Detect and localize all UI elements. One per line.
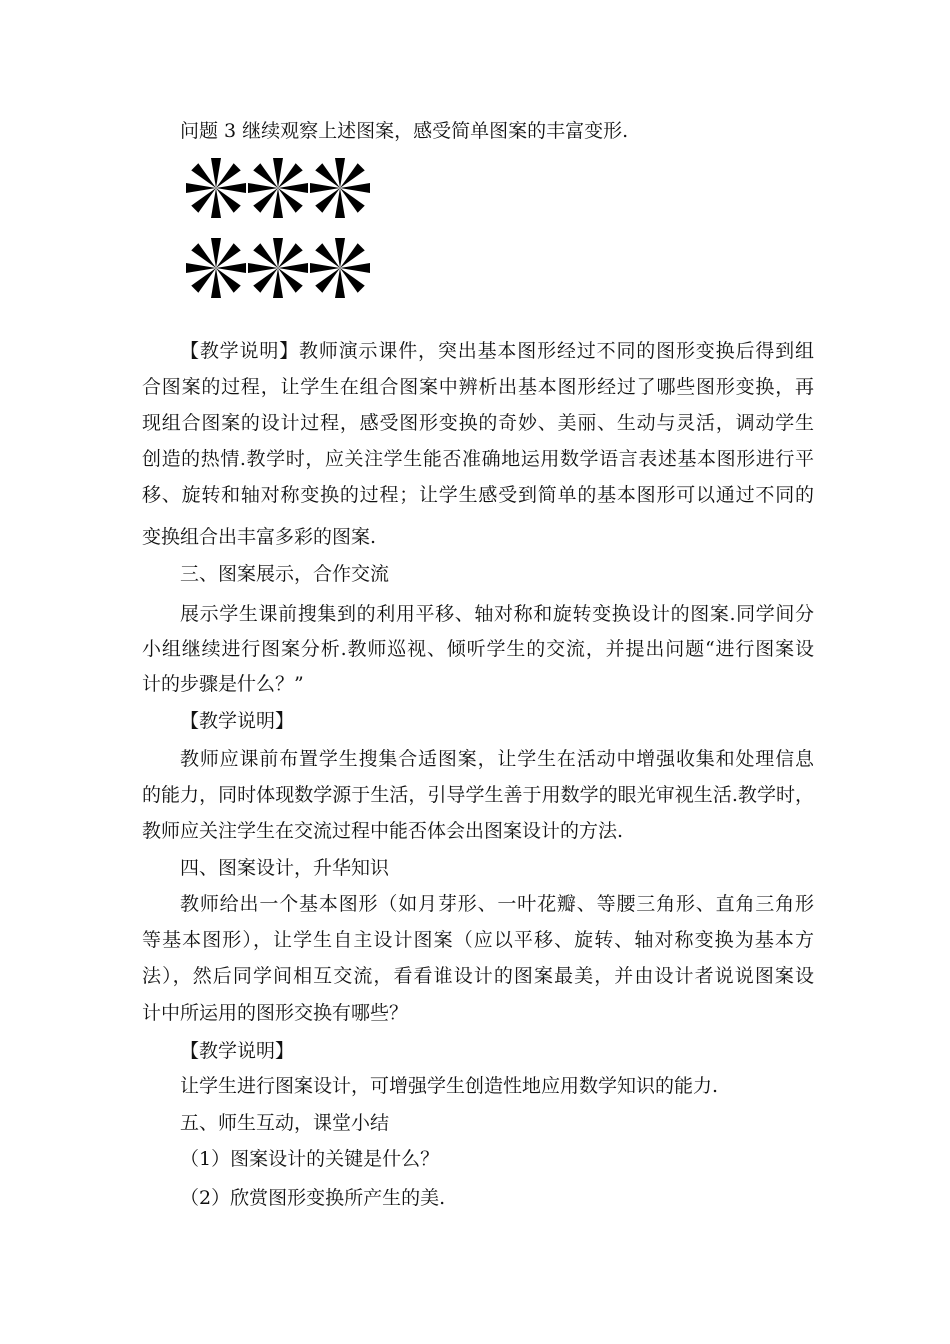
pinwheel-star-icon [186,238,246,298]
teaching-note-label: 【教学说明】 [180,1040,295,1062]
paragraph-line: 教师应课前布置学生搜集合适图案，让学生在活动中增强收集和处理信息 [180,748,814,770]
pinwheel-star-icon [186,158,246,218]
summary-item-2: （2）欣赏图形变换所产生的美. [180,1187,446,1209]
paragraph-line: 等基本图形），让学生自主设计图案（应以平移、旋转、轴对称变换为基本方 [142,929,814,951]
paragraph-line: 法），然后同学间相互交流，看看谁设计的图案最美，并由设计者说说图案设 [142,965,814,987]
pinwheel-star-icon [248,158,308,218]
paragraph-line: 创造的热情.教学时，应关注学生能否准确地运用数学语言表述基本图形进行平 [142,448,814,470]
question-3-line: 问题 3 继续观察上述图案，感受简单图案的丰富变形. [180,120,629,142]
paragraph-line: 的能力，同时体现数学源于生活，引导学生善于用数学的眼光审视生活.教学时， [142,784,814,806]
paragraph-line: 计中所运用的图形交换有哪些？ [142,1002,409,1024]
paragraph-line: 让学生进行图案设计，可增强学生创造性地应用数学知识的能力. [180,1075,719,1097]
section-heading-4: 四、图案设计，升华知识 [180,857,390,879]
pinwheel-star-icon [248,238,308,298]
paragraph-line: 教师应关注学生在交流过程中能否体会出图案设计的方法. [142,820,624,842]
teaching-note-label: 【教学说明】 [180,710,295,732]
paragraph-line: 计的步骤是什么？” [142,673,304,695]
paragraph-line: 【教学说明】教师演示课件，突出基本图形经过不同的图形变换后得到组 [180,340,814,362]
paragraph-line: 展示学生课前搜集到的利用平移、轴对称和旋转变换设计的图案.同学间分 [180,603,814,625]
paragraph-line: 移、旋转和轴对称变换的过程；让学生感受到简单的基本图形可以通过不同的 [142,484,814,506]
paragraph-line: 合图案的过程，让学生在组合图案中辨析出基本图形经过了哪些图形变换，再 [142,376,814,398]
paragraph-line: 小组继续进行图案分析.教师巡视、倾听学生的交流，并提出问题“进行图案设 [142,638,814,660]
paragraph-line: 现组合图案的设计过程，感受图形变换的奇妙、美丽、生动与灵活，调动学生 [142,412,814,434]
pinwheel-star-icon [310,238,370,298]
paragraph-line: 变换组合出丰富多彩的图案. [142,526,377,548]
section-heading-5: 五、师生互动，课堂小结 [180,1112,390,1134]
pinwheel-pattern-figure [178,154,378,304]
paragraph-line: 教师给出一个基本图形（如月芽形、一叶花瓣、等腰三角形、直角三角形 [180,893,814,915]
summary-item-1: （1）图案设计的关键是什么？ [180,1148,440,1170]
section-heading-3: 三、图案展示，合作交流 [180,563,390,585]
pinwheel-star-icon [310,158,370,218]
